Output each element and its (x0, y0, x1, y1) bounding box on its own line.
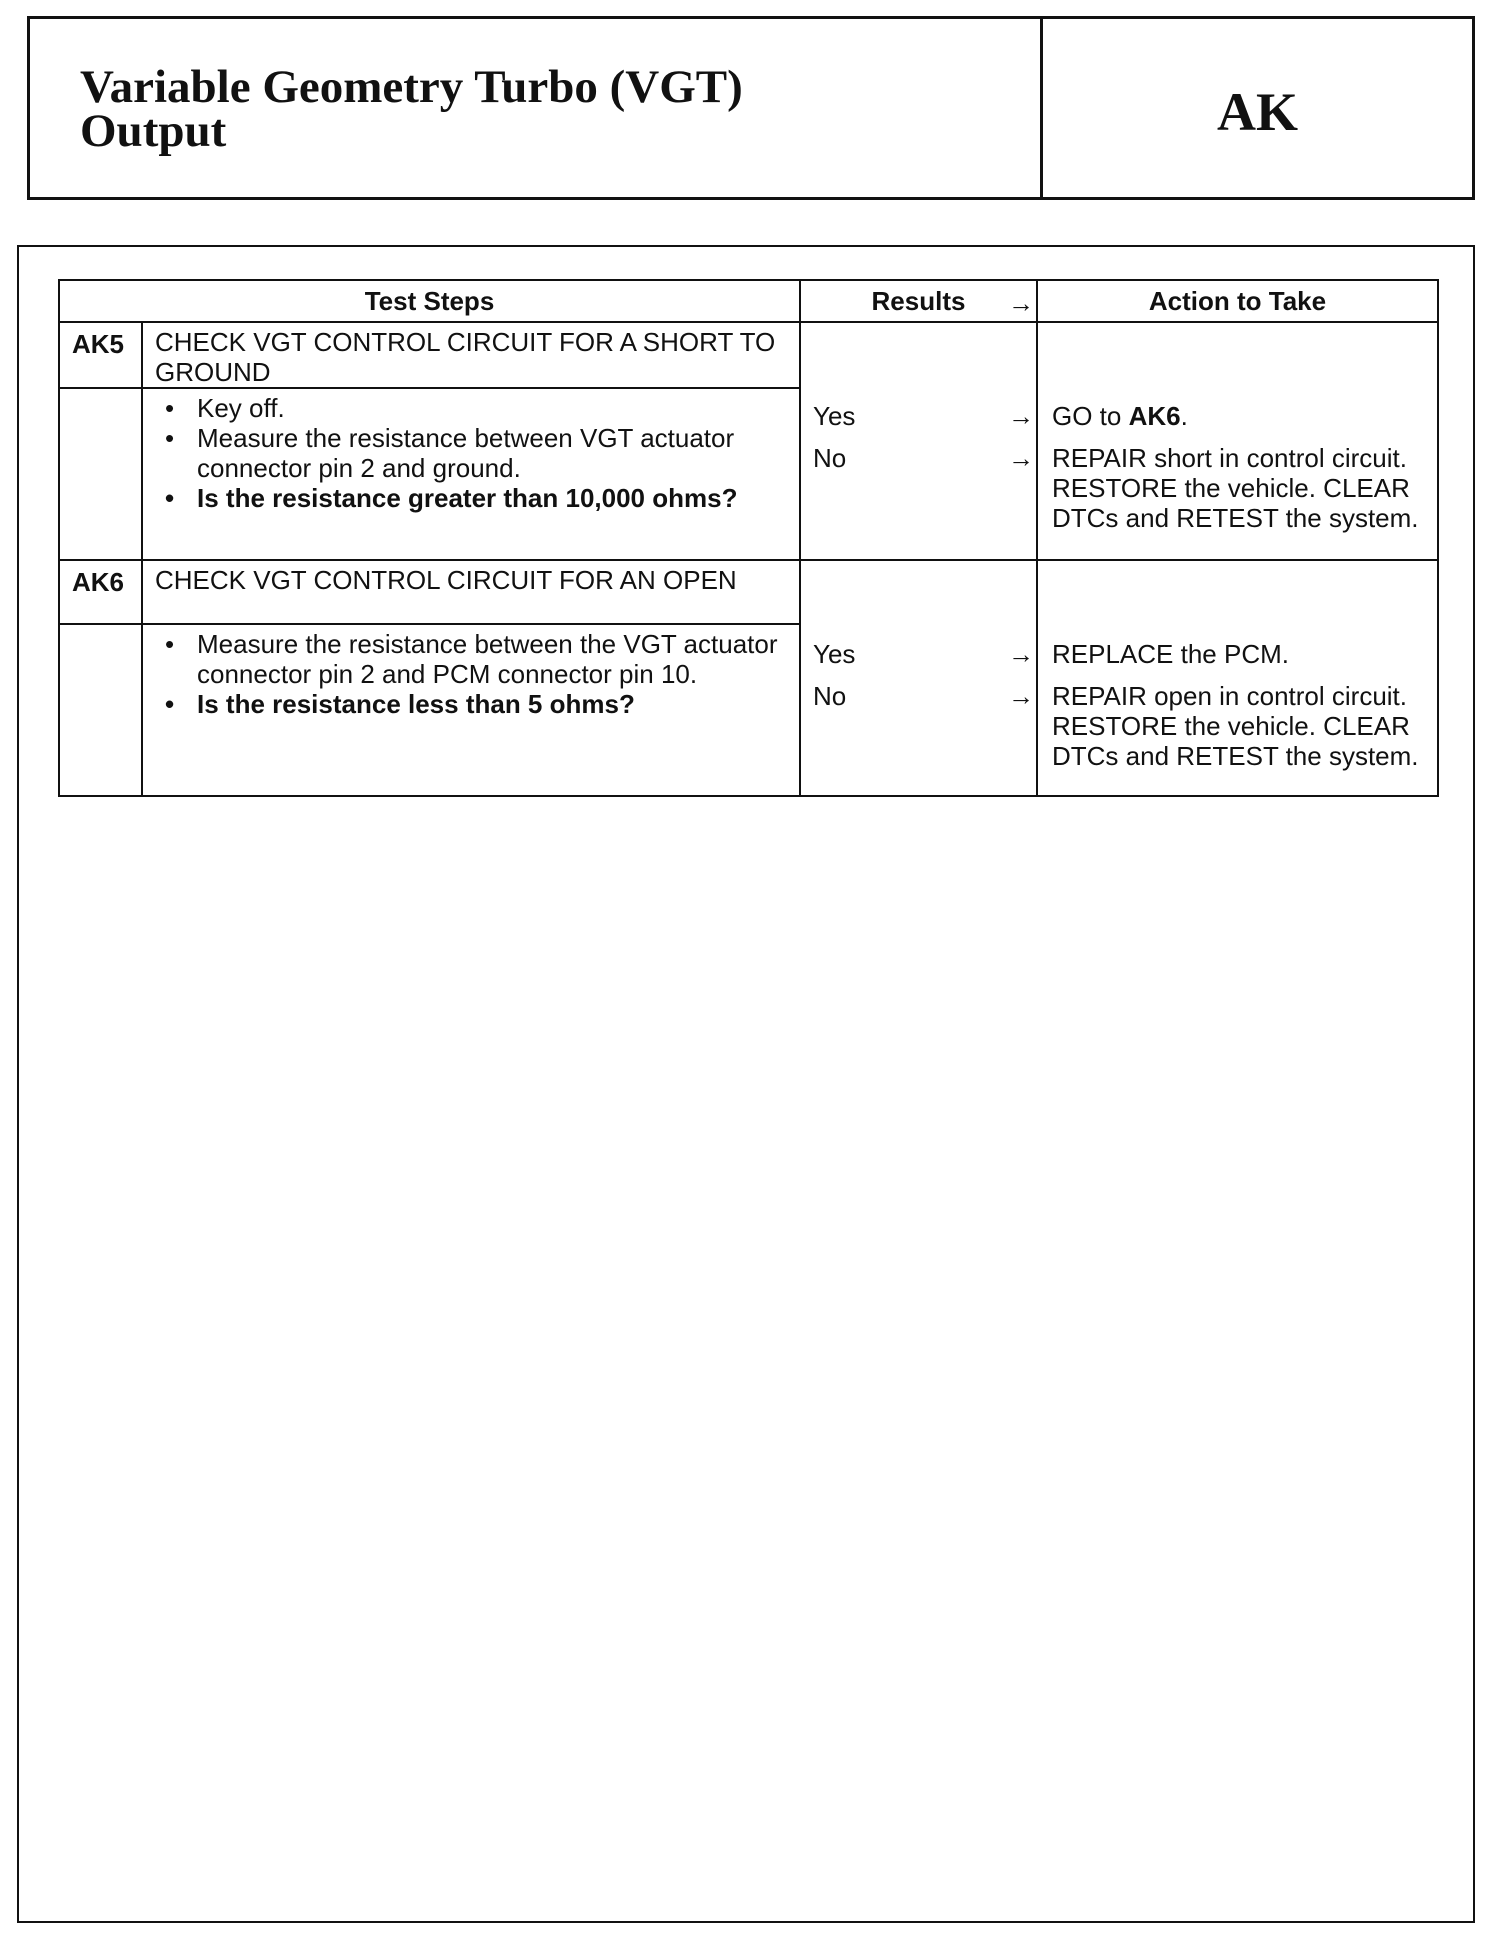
action-text: GO to (1052, 401, 1129, 431)
arrow-right-icon: → (1008, 443, 1034, 473)
test-steps-table (58, 279, 1439, 797)
step-question: • Is the resistance greater than 10,000 ohms? (155, 483, 793, 513)
arrow-right-icon: → (1008, 401, 1034, 431)
step-id-spacer (59, 388, 142, 560)
result-no (813, 443, 1034, 473)
instruction-list (155, 393, 793, 513)
column-header-results-label: Results (871, 286, 966, 316)
column-header-results (800, 280, 1037, 322)
result-label: Yes (813, 639, 856, 669)
arrow-right-icon: → (1008, 639, 1034, 669)
list-item: • Measure the resistance between the VGT actuator connector pin 2 and PCM connector pin 10. (155, 629, 793, 689)
step-title: CHECK VGT CONTROL CIRCUIT FOR A SHORT TO GROUND (142, 322, 800, 388)
column-header-test-steps: Test Steps (59, 280, 800, 322)
step-instructions (142, 624, 800, 796)
list-item: • Key off. (155, 393, 793, 423)
step-title: CHECK VGT CONTROL CIRCUIT FOR AN OPEN (142, 560, 800, 624)
result-no (813, 681, 1034, 711)
step-question: • Is the resistance less than 5 ohms? (155, 689, 793, 719)
result-label: Yes (813, 401, 856, 431)
section-code: AK (1217, 82, 1298, 142)
step-id: AK6 (59, 560, 142, 624)
action-no: REPAIR open in control circuit. RESTORE the vehicle. CLEAR DTCs and RETEST the system. (1052, 681, 1419, 771)
page-title-line-1: Variable Geometry Turbo (VGT) (80, 61, 743, 113)
page-title-line-2: Output (80, 105, 227, 157)
table-row (59, 322, 1438, 388)
action-cell (1037, 322, 1438, 560)
step-id-spacer (59, 624, 142, 796)
arrow-right-icon: → (1008, 288, 1034, 318)
action-cell (1037, 560, 1438, 796)
list-item: • Measure the resistance between VGT actuator connector pin 2 and ground. (155, 423, 793, 483)
page-title (30, 19, 1043, 197)
arrow-right-icon: → (1008, 681, 1034, 711)
result-label: No (813, 681, 847, 711)
result-yes (813, 639, 1034, 669)
step-instructions (142, 388, 800, 560)
step-reference: AK6 (1128, 401, 1181, 431)
results-cell (800, 322, 1037, 560)
table-header-row (59, 280, 1438, 322)
action-no: REPAIR short in control circuit. RESTORE the vehicle. CLEAR DTCs and RETEST the system. (1052, 443, 1419, 533)
action-yes (1052, 401, 1433, 431)
result-yes (813, 401, 1034, 431)
results-cell (800, 560, 1037, 796)
action-yes: REPLACE the PCM. (1052, 639, 1289, 669)
step-id: AK5 (59, 322, 142, 388)
page-header (27, 16, 1475, 200)
instruction-list (155, 629, 793, 719)
action-text-suffix: . (1180, 401, 1188, 431)
table-row (59, 560, 1438, 624)
column-header-action: Action to Take (1037, 280, 1438, 322)
result-label: No (813, 443, 847, 473)
